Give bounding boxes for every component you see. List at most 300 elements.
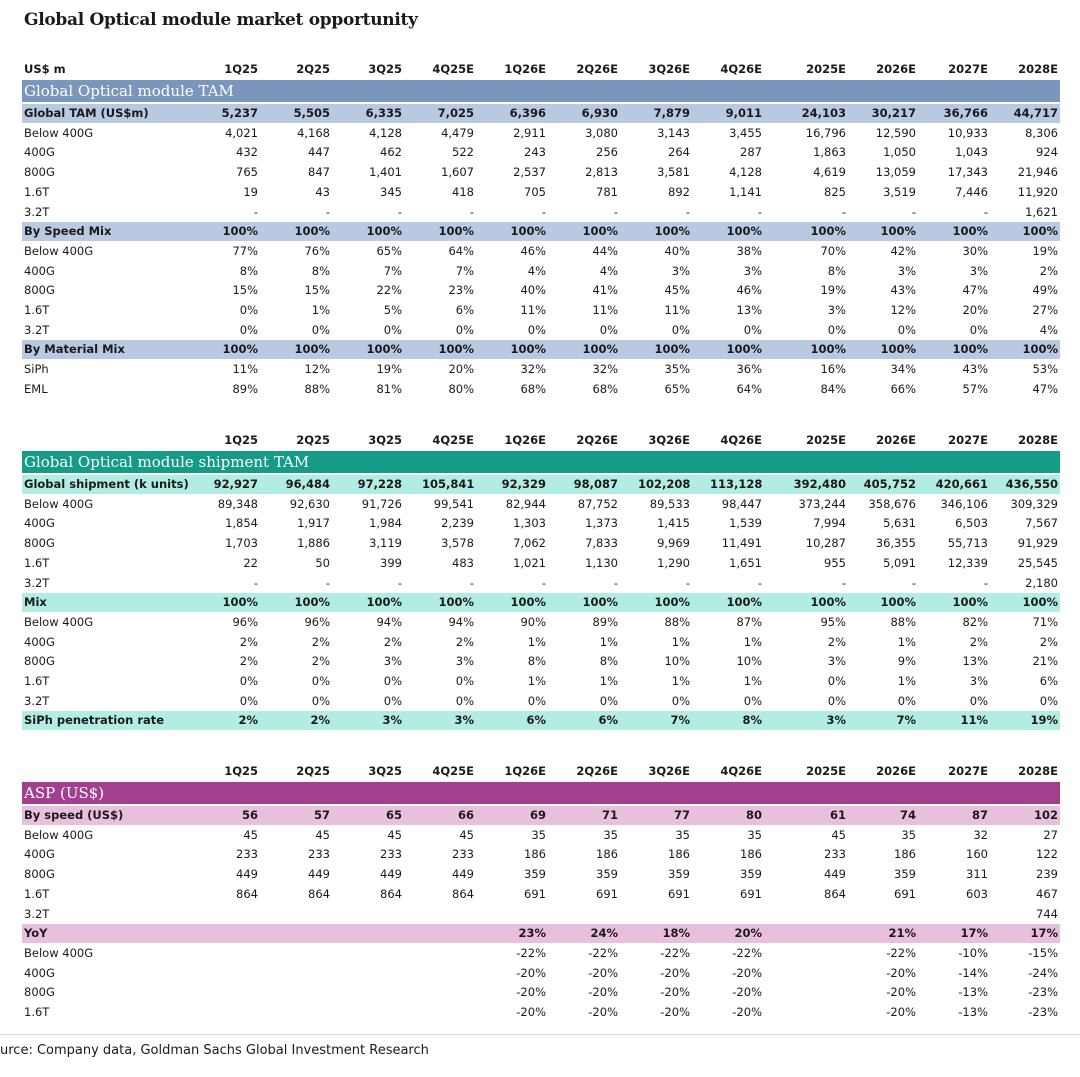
table-cell: -20% <box>732 965 762 980</box>
table-cell: 100% <box>222 342 258 357</box>
table-cell: 359 <box>596 867 618 882</box>
table-cell: 233 <box>452 847 474 862</box>
table-cell: 1,401 <box>369 165 402 180</box>
table-cell: 100% <box>726 595 762 610</box>
table-cell: 6,503 <box>955 516 988 531</box>
table-cell: 449 <box>236 867 258 882</box>
row-label: 1.6T <box>24 886 50 901</box>
table-cell: 100% <box>438 224 474 239</box>
table-row <box>22 554 1060 573</box>
table-cell: 44,717 <box>1013 106 1058 120</box>
table-cell: - <box>397 204 402 219</box>
table-cell: 102,208 <box>638 477 691 491</box>
table-cell: 0% <box>383 322 402 337</box>
section-title-band <box>22 782 1060 804</box>
table-cell: 44% <box>592 243 618 258</box>
table-cell: 12% <box>890 303 916 317</box>
row-label: 1.6T <box>24 1005 50 1019</box>
row-label: By Material Mix <box>24 342 125 357</box>
table-cell: 30,217 <box>871 106 916 120</box>
table-cell: 0% <box>969 322 988 337</box>
table-cell: 53% <box>1032 362 1058 377</box>
table-cell: 23% <box>448 283 474 298</box>
table-total-row <box>22 711 1060 730</box>
table-cell: 3,119 <box>369 536 402 551</box>
table-cell: 2% <box>311 654 330 669</box>
column-header: 1Q25 <box>224 764 258 778</box>
table-cell: 2,180 <box>1025 575 1058 590</box>
table-cell <box>790 924 846 943</box>
table-cell: -20% <box>886 965 916 980</box>
table-cell: -22% <box>886 945 916 960</box>
table-cell: 100% <box>366 342 402 357</box>
table-cell: 6% <box>598 713 618 728</box>
table-cell: 8% <box>311 263 330 278</box>
table-cell: 2,239 <box>441 516 474 531</box>
table-cell: 100% <box>510 342 546 357</box>
table-cell: 88% <box>304 381 330 396</box>
table-cell: 40% <box>520 283 546 298</box>
table-cell: 7,833 <box>585 536 618 551</box>
table-cell: 2% <box>1039 263 1058 278</box>
source-note: urce: Company data, Goldman Sachs Global Investment Research <box>0 1043 429 1058</box>
table-cell: 2,911 <box>513 125 546 140</box>
table-cell: 1,141 <box>729 184 762 199</box>
row-label: 400G <box>24 516 55 531</box>
table-cell <box>350 944 402 963</box>
table-cell: 8% <box>239 263 258 278</box>
table-cell: 4% <box>599 263 618 278</box>
table-cell: 32% <box>592 362 618 377</box>
column-header: 2025E <box>806 433 846 447</box>
table-cell: 0% <box>671 693 690 708</box>
table-cell <box>860 905 916 924</box>
table-cell: 43 <box>315 184 330 199</box>
table-cell: 87,752 <box>577 496 618 511</box>
table-cell: 100% <box>438 595 474 610</box>
table-total-row <box>22 475 1060 494</box>
table-cell: 84% <box>820 381 846 396</box>
table-cell: 80 <box>745 808 762 822</box>
table-cell: 359 <box>894 867 916 882</box>
table-cell: 1,303 <box>513 516 546 531</box>
table-cell: 100% <box>1022 342 1058 357</box>
table-cell: 100% <box>1022 224 1058 239</box>
unit-label: US$ m <box>24 62 66 76</box>
table-row <box>22 495 1060 514</box>
table-cell: - <box>685 204 690 219</box>
row-label: Below 400G <box>24 496 94 511</box>
table-cell: 1,703 <box>225 536 258 551</box>
table-cell: 1,050 <box>883 145 916 160</box>
table-cell: 46% <box>520 243 546 258</box>
table-cell <box>278 964 330 983</box>
column-header: 3Q25 <box>368 764 402 778</box>
table-cell: 122 <box>1036 847 1058 862</box>
table-cell: 8% <box>599 654 618 669</box>
table-cell: 1,373 <box>585 516 618 531</box>
table-cell <box>350 1003 402 1022</box>
table-row <box>22 124 1060 143</box>
table-cell: 4,168 <box>297 125 330 140</box>
table-cell: -14% <box>958 965 988 980</box>
column-header: 2028E <box>1018 433 1058 447</box>
row-label: 800G <box>24 536 55 551</box>
table-cell: 7% <box>455 263 474 278</box>
table-row <box>22 905 1060 924</box>
table-cell: 25,545 <box>1017 555 1058 570</box>
table-cell: 23% <box>518 926 546 941</box>
table-cell: 24% <box>590 926 618 941</box>
table-header-row <box>22 762 1060 781</box>
table-cell: - <box>469 204 474 219</box>
table-cell: -10% <box>958 945 988 960</box>
table-cell: 77% <box>232 243 258 258</box>
table-cell: 864 <box>380 886 402 901</box>
column-header: 4Q26E <box>720 62 762 76</box>
table-row <box>22 380 1060 399</box>
table-cell: 359 <box>668 867 690 882</box>
table-cell: 1,021 <box>513 555 546 570</box>
table-cell: 100% <box>810 224 846 239</box>
table-cell: 233 <box>308 847 330 862</box>
table-cell: 3% <box>671 263 690 278</box>
table-cell: 91,929 <box>1017 536 1058 551</box>
table-cell: 94% <box>448 614 474 629</box>
table-cell: 3,080 <box>585 125 618 140</box>
table-cell <box>790 944 846 963</box>
table-cell: 11% <box>664 303 690 317</box>
table-cell: -20% <box>588 1005 618 1019</box>
table-row <box>22 865 1060 884</box>
table-cell: 65% <box>664 381 690 396</box>
table-cell: 0% <box>743 693 762 708</box>
column-header: 4Q25E <box>432 62 474 76</box>
table-cell: 7,062 <box>513 536 546 551</box>
table-cell: 11,920 <box>1017 184 1058 199</box>
table-row <box>22 672 1060 691</box>
table-cell: 98,087 <box>573 477 618 491</box>
column-header: 2027E <box>948 62 988 76</box>
table-row <box>22 964 1060 983</box>
table-cell: 287 <box>740 145 762 160</box>
table-cell: 88% <box>890 614 916 629</box>
table-cell: 0% <box>827 674 846 688</box>
table-cell: 6% <box>526 713 546 728</box>
table-cell: 35 <box>901 827 916 842</box>
table-cell: 2% <box>455 634 474 649</box>
table-cell: 82% <box>962 614 988 629</box>
table-cell: 40% <box>664 243 690 258</box>
column-header: 2027E <box>948 433 988 447</box>
table-cell: 30% <box>962 243 988 258</box>
table-cell: 744 <box>1036 906 1058 921</box>
table-cell: 35% <box>664 362 690 377</box>
table-row <box>22 613 1060 632</box>
table-cell: 2% <box>1039 634 1058 649</box>
table-cell: -22% <box>660 945 690 960</box>
row-label: Below 400G <box>24 125 94 140</box>
table-cell: 65% <box>376 243 402 258</box>
table-cell: -20% <box>886 1005 916 1019</box>
table-cell: - <box>469 575 474 590</box>
table-cell: 56 <box>241 808 258 822</box>
table-cell: 243 <box>524 145 546 160</box>
row-label: 3.2T <box>24 322 50 337</box>
table-cell: -20% <box>660 965 690 980</box>
table-row <box>22 633 1060 652</box>
table-cell: 100% <box>880 224 916 239</box>
table-cell: - <box>757 575 762 590</box>
table-cell: 6,396 <box>509 106 546 120</box>
table-cell: 96,484 <box>285 477 330 491</box>
column-header: 2027E <box>948 764 988 778</box>
table-row <box>22 242 1060 261</box>
table-cell: 45 <box>243 827 258 842</box>
table-cell: 3,578 <box>441 536 474 551</box>
column-header: 2028E <box>1018 62 1058 76</box>
table-cell: 522 <box>452 145 474 160</box>
table-row <box>22 203 1060 222</box>
table-cell: 16,796 <box>805 125 846 140</box>
table-cell: 13% <box>736 303 762 317</box>
table-cell: 100% <box>952 224 988 239</box>
row-label: 3.2T <box>24 906 50 921</box>
table-cell: 20% <box>962 303 988 317</box>
column-header: 2Q25 <box>296 62 330 76</box>
row-label: Global shipment (k units) <box>24 477 189 491</box>
table-cell: 160 <box>966 847 988 862</box>
table-cell: 46% <box>736 283 762 298</box>
table-cell: -20% <box>732 1005 762 1019</box>
table-cell: 19% <box>376 362 402 377</box>
row-label: 400G <box>24 847 55 862</box>
table-cell: 17% <box>1030 926 1058 941</box>
table-cell: 311 <box>966 867 988 882</box>
table-row <box>22 692 1060 711</box>
table-cell: 691 <box>668 886 690 901</box>
table-cell: 27% <box>1032 303 1058 317</box>
table-cell: 233 <box>236 847 258 862</box>
table-cell: 781 <box>596 184 618 199</box>
table-total-row <box>22 593 1060 612</box>
table-cell: 100% <box>222 224 258 239</box>
table-cell <box>422 1003 474 1022</box>
table-cell: 3% <box>969 674 988 688</box>
row-label: 1.6T <box>24 674 50 688</box>
table-cell <box>566 905 618 924</box>
table-cell <box>206 1003 258 1022</box>
table-cell: 92,630 <box>289 496 330 511</box>
table-total-row <box>22 340 1060 359</box>
table-cell: - <box>253 575 258 590</box>
table-cell <box>790 905 846 924</box>
table-cell: 96% <box>304 614 330 629</box>
table-cell: 3% <box>455 654 474 669</box>
table-cell: 42% <box>890 243 916 258</box>
table-cell: 100% <box>952 595 988 610</box>
table-cell: 0% <box>969 693 988 708</box>
row-label: Below 400G <box>24 243 94 258</box>
table-cell: 15% <box>304 283 330 298</box>
table-cell: 57% <box>962 381 988 396</box>
table-cell: 7,994 <box>813 516 846 531</box>
table-cell: 1% <box>527 634 546 649</box>
column-header: 3Q26E <box>648 764 690 778</box>
table-cell: 69 <box>529 808 546 822</box>
row-label: 400G <box>24 965 55 980</box>
table-cell: 0% <box>743 322 762 337</box>
table-cell: 2% <box>383 634 402 649</box>
table-cell: 45 <box>831 827 846 842</box>
table-cell: -20% <box>588 965 618 980</box>
table-cell: 87 <box>971 808 988 822</box>
table-cell: 1,651 <box>729 555 762 570</box>
table-cell: 13% <box>962 654 988 669</box>
table-cell: 2,537 <box>513 165 546 180</box>
table-cell: 100% <box>366 595 402 610</box>
table-cell: 12% <box>304 362 330 377</box>
table-cell <box>710 905 762 924</box>
table-cell: 64% <box>736 381 762 396</box>
table-cell: 449 <box>452 867 474 882</box>
table-cell: 4,619 <box>813 165 846 180</box>
table-cell: 691 <box>524 886 546 901</box>
table-cell: 1,130 <box>585 555 618 570</box>
table-cell: 2% <box>827 634 846 649</box>
table-cell: 6,930 <box>581 106 618 120</box>
table-cell: -20% <box>660 1005 690 1019</box>
table-cell: 467 <box>1036 886 1058 901</box>
table-cell: 309,329 <box>1010 496 1058 511</box>
table-row <box>22 143 1060 162</box>
table-cell: 19% <box>1032 243 1058 258</box>
table-cell: 4,021 <box>225 125 258 140</box>
table-cell <box>638 905 690 924</box>
table-cell: 2,813 <box>585 165 618 180</box>
table-cell: 98,447 <box>721 496 762 511</box>
table-cell <box>350 905 402 924</box>
table-cell <box>206 983 258 1002</box>
table-cell: 0% <box>527 322 546 337</box>
table-cell <box>350 924 402 943</box>
table-cell: 55,713 <box>947 536 988 551</box>
table-cell: 35 <box>747 827 762 842</box>
table-cell: - <box>613 575 618 590</box>
table-cell: 447 <box>308 145 330 160</box>
row-label: SiPh <box>24 362 49 377</box>
table-cell: 5,631 <box>883 516 916 531</box>
table-cell: 100% <box>510 224 546 239</box>
table-cell: 405,752 <box>863 477 916 491</box>
table-cell <box>278 924 330 943</box>
table-cell: 6,335 <box>365 106 402 120</box>
table-cell: 10,287 <box>805 536 846 551</box>
table-cell: 80% <box>448 381 474 396</box>
column-header: 2Q25 <box>296 764 330 778</box>
table-row <box>22 163 1060 182</box>
table-cell: 1% <box>599 674 618 688</box>
row-label: 800G <box>24 985 55 1000</box>
table-row <box>22 514 1060 533</box>
table-cell: 100% <box>726 342 762 357</box>
table-row <box>22 944 1060 963</box>
table-cell: 17% <box>960 926 988 941</box>
table-cell: 17,343 <box>947 165 988 180</box>
column-header: 2Q26E <box>576 62 618 76</box>
table-cell: 43% <box>962 362 988 377</box>
column-header: 3Q25 <box>368 433 402 447</box>
table-cell: 705 <box>524 184 546 199</box>
table-cell: 1,539 <box>729 516 762 531</box>
table-cell: 89% <box>592 614 618 629</box>
table-cell: 9,011 <box>725 106 762 120</box>
table-cell <box>422 905 474 924</box>
table-cell: 3% <box>383 654 402 669</box>
table-cell: 47% <box>962 283 988 298</box>
table-cell: 1,621 <box>1025 204 1058 219</box>
table-cell: 7,446 <box>955 184 988 199</box>
table-cell: 11% <box>592 303 618 317</box>
table-cell: 483 <box>452 555 474 570</box>
table-cell: 359 <box>740 867 762 882</box>
column-header: 1Q25 <box>224 433 258 447</box>
table-cell: 0% <box>311 693 330 708</box>
table-cell: -24% <box>1028 965 1058 980</box>
table-cell: 21,946 <box>1017 165 1058 180</box>
table-cell: 45 <box>459 827 474 842</box>
table-row <box>22 183 1060 202</box>
table-cell: 87% <box>736 614 762 629</box>
table-cell: 81% <box>376 381 402 396</box>
table-cell: 89,533 <box>649 496 690 511</box>
table-cell: 36,355 <box>875 536 916 551</box>
table-cell: 35 <box>675 827 690 842</box>
table-cell: -20% <box>732 985 762 1000</box>
table-cell: 924 <box>1036 145 1058 160</box>
table-cell: 346,106 <box>940 496 988 511</box>
table-cell: 847 <box>308 165 330 180</box>
table-cell: 0% <box>383 674 402 688</box>
table-cell: 89,348 <box>217 496 258 511</box>
table-cell: 15% <box>232 283 258 298</box>
table-cell: 8,306 <box>1025 125 1058 140</box>
table-cell: 64% <box>448 243 474 258</box>
table-cell <box>790 964 846 983</box>
table-cell <box>790 983 846 1002</box>
table-cell: 0% <box>455 322 474 337</box>
table-cell: 7% <box>383 263 402 278</box>
table-row <box>22 885 1060 904</box>
table-total-row <box>22 806 1060 825</box>
table-cell: 2% <box>310 713 330 728</box>
table-cell: 91,726 <box>361 496 402 511</box>
table-cell: 100% <box>366 224 402 239</box>
row-label: 800G <box>24 283 55 298</box>
table-cell: 105,841 <box>422 477 475 491</box>
table-cell: -22% <box>588 945 618 960</box>
table-cell: 1% <box>311 303 330 317</box>
table-cell: 92,927 <box>213 477 258 491</box>
table-cell: 1,043 <box>955 145 988 160</box>
table-cell: 264 <box>668 145 690 160</box>
table-cell: 24,103 <box>801 106 846 120</box>
table-row <box>22 1003 1060 1022</box>
table-cell: 113,128 <box>710 477 763 491</box>
table-cell: 3,519 <box>883 184 916 199</box>
page-title: Global Optical module market opportunity <box>24 10 418 30</box>
table-cell: 1% <box>743 634 762 649</box>
